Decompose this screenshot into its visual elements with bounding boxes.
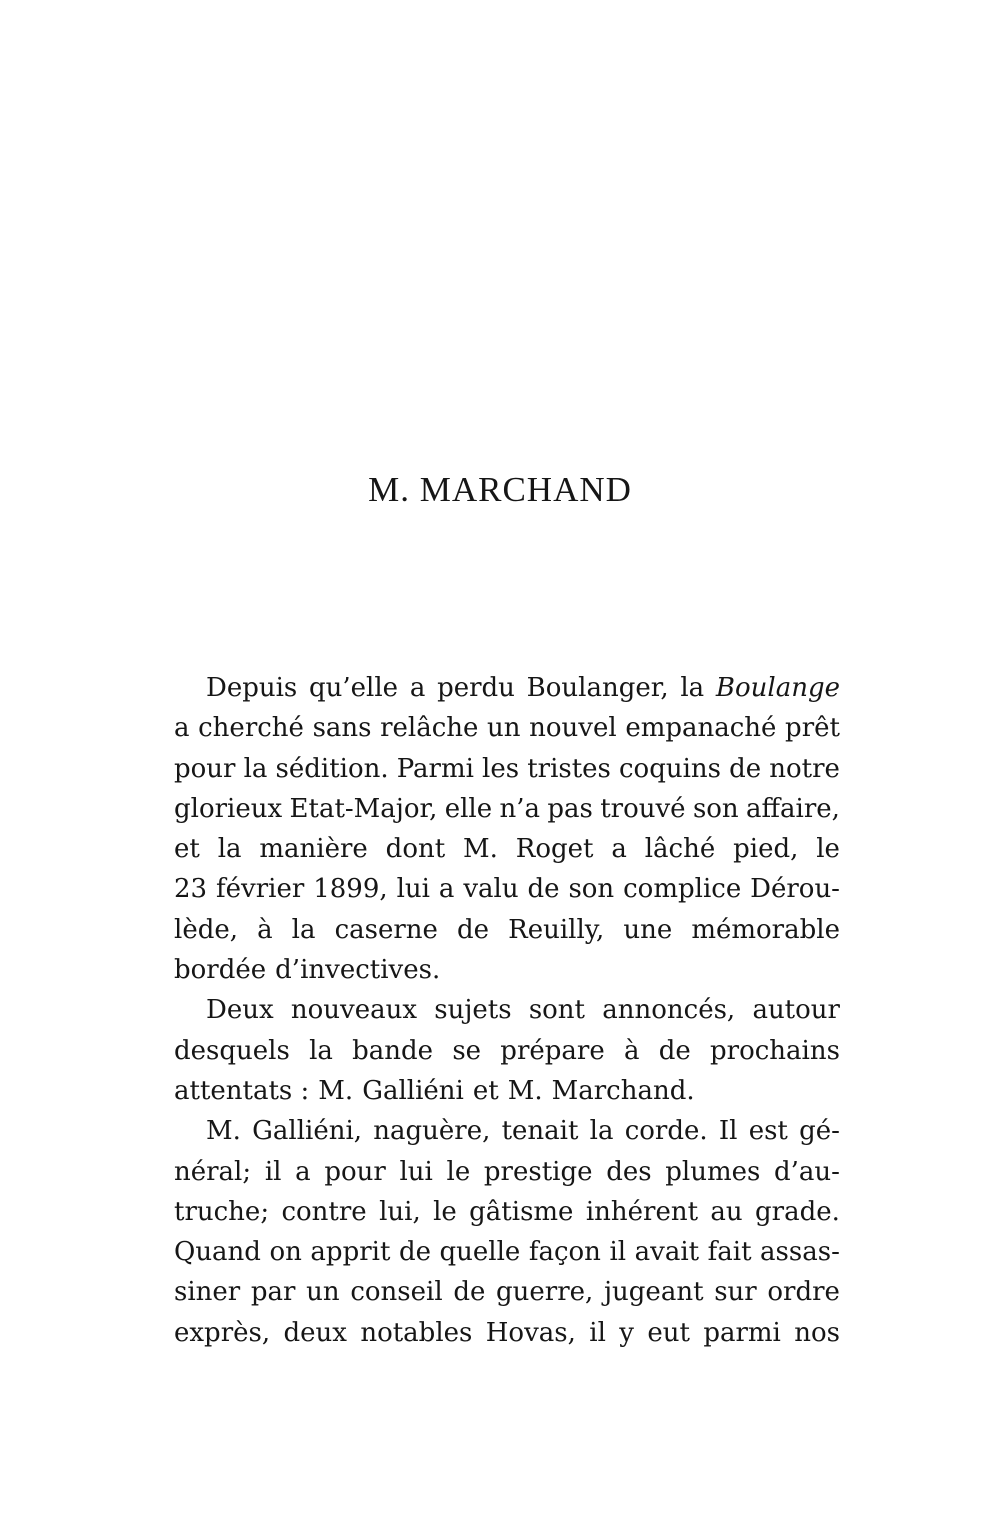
word: a (409, 673, 426, 703)
word: Hovas, (485, 1317, 576, 1348)
word: pour (174, 753, 236, 784)
word: Reuilly, (508, 914, 605, 945)
word: à (257, 914, 273, 945)
word: la (680, 673, 705, 703)
word: nos (794, 1317, 840, 1348)
word: y (619, 1317, 634, 1348)
word: les (482, 753, 520, 784)
word: complice (623, 874, 742, 905)
word: Galliéni, (252, 1116, 363, 1147)
word: d’invectives. (275, 955, 441, 986)
word: Roget (515, 834, 594, 865)
word: de (457, 914, 490, 945)
word: naguère, (373, 1116, 491, 1147)
word: Boulanger, (526, 673, 669, 703)
text-line (174, 1192, 840, 1232)
word: a (611, 834, 627, 865)
word: quelle (439, 1237, 521, 1268)
word: Parmi (396, 753, 474, 784)
word: notre (769, 753, 840, 784)
word: nouveaux (290, 995, 418, 1026)
word: siner (174, 1277, 241, 1308)
word (716, 668, 840, 708)
word: jugeant (603, 1277, 704, 1308)
word: tristes (527, 753, 611, 784)
word: on (269, 1237, 302, 1268)
word: sujets (434, 995, 512, 1026)
text-line (174, 708, 840, 748)
word: prépare (500, 1035, 605, 1066)
word: lui, (379, 1196, 421, 1227)
word: des (606, 1156, 652, 1187)
word: le (433, 1196, 457, 1227)
word: qu’elle (309, 673, 399, 703)
word: mémorable (691, 914, 840, 945)
word: prêt (785, 713, 840, 744)
word: par (250, 1277, 296, 1308)
word: inhérent (585, 1196, 699, 1227)
word: truche; (174, 1196, 270, 1227)
word: deux (283, 1317, 347, 1348)
word: Il (718, 1116, 738, 1147)
word: a (174, 713, 190, 744)
word: assas- (760, 1237, 840, 1268)
text-line (174, 869, 840, 909)
word: Depuis (206, 673, 298, 703)
word: de (453, 1277, 486, 1308)
word: lui (399, 1156, 433, 1187)
word: tenait (501, 1116, 579, 1147)
word: la (291, 914, 316, 945)
word: elle (444, 793, 493, 824)
word: le (446, 1156, 471, 1187)
word: bande (352, 1035, 434, 1066)
word: pas (547, 793, 593, 824)
word: a (438, 874, 455, 905)
text-line (174, 1313, 840, 1353)
word: apprit (310, 1237, 391, 1268)
word: corde. (624, 1116, 708, 1147)
word: pied, (733, 834, 799, 865)
italic-word: Boulange (715, 673, 840, 703)
word: plumes (665, 1156, 761, 1187)
word: coquins (619, 753, 722, 784)
word: son (692, 793, 739, 824)
word: n’a (499, 793, 540, 824)
word: un (306, 1277, 340, 1308)
word: lui (396, 874, 430, 905)
word: prestige (483, 1156, 593, 1187)
word: sédition. (275, 753, 389, 784)
text-line (174, 789, 840, 829)
word: empanaché (625, 713, 777, 744)
word: lâché (644, 834, 716, 865)
word: autour (752, 995, 840, 1026)
word: la (243, 753, 268, 784)
word: il (589, 1317, 606, 1348)
text-line (174, 1232, 840, 1272)
word: exprès, (174, 1317, 271, 1348)
word: cherché (198, 713, 304, 744)
word: gâtisme (469, 1196, 574, 1227)
word: nouvel (529, 713, 617, 744)
word: desquels (174, 1035, 290, 1066)
word: il (609, 1237, 627, 1268)
word: parmi (703, 1317, 781, 1348)
word: sur (714, 1277, 757, 1308)
word: avait (634, 1237, 700, 1268)
word: 23 (174, 874, 208, 905)
word: une (623, 914, 673, 945)
word: caserne (334, 914, 438, 945)
word: perdu (437, 673, 515, 703)
text-line (174, 1272, 840, 1312)
word: Deux (206, 995, 274, 1026)
text-line (174, 668, 840, 708)
word: de (398, 1237, 431, 1268)
word: annoncés, (602, 995, 736, 1026)
word: relâche (380, 713, 479, 744)
word: M. (463, 834, 498, 865)
word: a (295, 1156, 311, 1187)
word: guerre, (496, 1277, 594, 1308)
text-line (174, 910, 840, 950)
word: de (658, 1035, 691, 1066)
word: manière (259, 834, 368, 865)
word: M. (318, 1075, 354, 1106)
text-line (174, 990, 840, 1030)
word: grade. (755, 1196, 840, 1227)
word: pour (324, 1156, 386, 1187)
word: Galliéni (362, 1075, 464, 1106)
text-line (174, 950, 840, 990)
word: à (623, 1035, 640, 1066)
word: valu (463, 874, 519, 905)
word: la (589, 1116, 614, 1147)
word: affaire, (746, 793, 840, 824)
word: Etat-Major, (289, 793, 438, 824)
word: son (568, 874, 615, 905)
word: glorieux (174, 793, 283, 824)
word: est (748, 1116, 788, 1147)
word: sans (312, 713, 372, 744)
word: M. (206, 1116, 241, 1147)
word: néral; (174, 1156, 252, 1187)
word: contre (281, 1196, 367, 1227)
word: il (264, 1156, 282, 1187)
word: Quand (174, 1237, 261, 1268)
word: M. (507, 1075, 543, 1106)
word: un (487, 713, 521, 744)
word: Marchand. (551, 1075, 695, 1106)
word: se (452, 1035, 482, 1066)
word: le (816, 834, 840, 865)
word: de (527, 874, 560, 905)
word: la (217, 834, 242, 865)
word: bordée (174, 955, 267, 986)
text-line (174, 829, 840, 869)
word: trouvé (600, 793, 686, 824)
word: fait (707, 1237, 752, 1268)
word: ordre (767, 1277, 840, 1308)
word: de (729, 753, 762, 784)
text-line (174, 1031, 840, 1071)
word: d’au- (774, 1156, 840, 1187)
word: au (710, 1196, 743, 1227)
word: 1899, (313, 874, 388, 905)
word: gé- (799, 1116, 840, 1147)
text-line (174, 1152, 840, 1192)
word: février (216, 874, 305, 905)
word: prochains (710, 1035, 840, 1066)
text-line (174, 1071, 840, 1111)
body-text (174, 668, 840, 1353)
word: et (472, 1075, 499, 1106)
word: eut (647, 1317, 690, 1348)
word: conseil (350, 1277, 443, 1308)
word: la (309, 1035, 333, 1066)
word: notables (360, 1317, 473, 1348)
word: lède, (174, 914, 238, 945)
word: dont (385, 834, 446, 865)
word: et (174, 834, 200, 865)
text-line (174, 1111, 840, 1151)
text-line (174, 749, 840, 789)
word: attentats : (174, 1075, 310, 1106)
chapter-title: M. MARCHAND (368, 470, 632, 509)
word: Dérou- (750, 874, 840, 905)
word: sont (528, 995, 586, 1026)
word: façon (528, 1237, 601, 1268)
